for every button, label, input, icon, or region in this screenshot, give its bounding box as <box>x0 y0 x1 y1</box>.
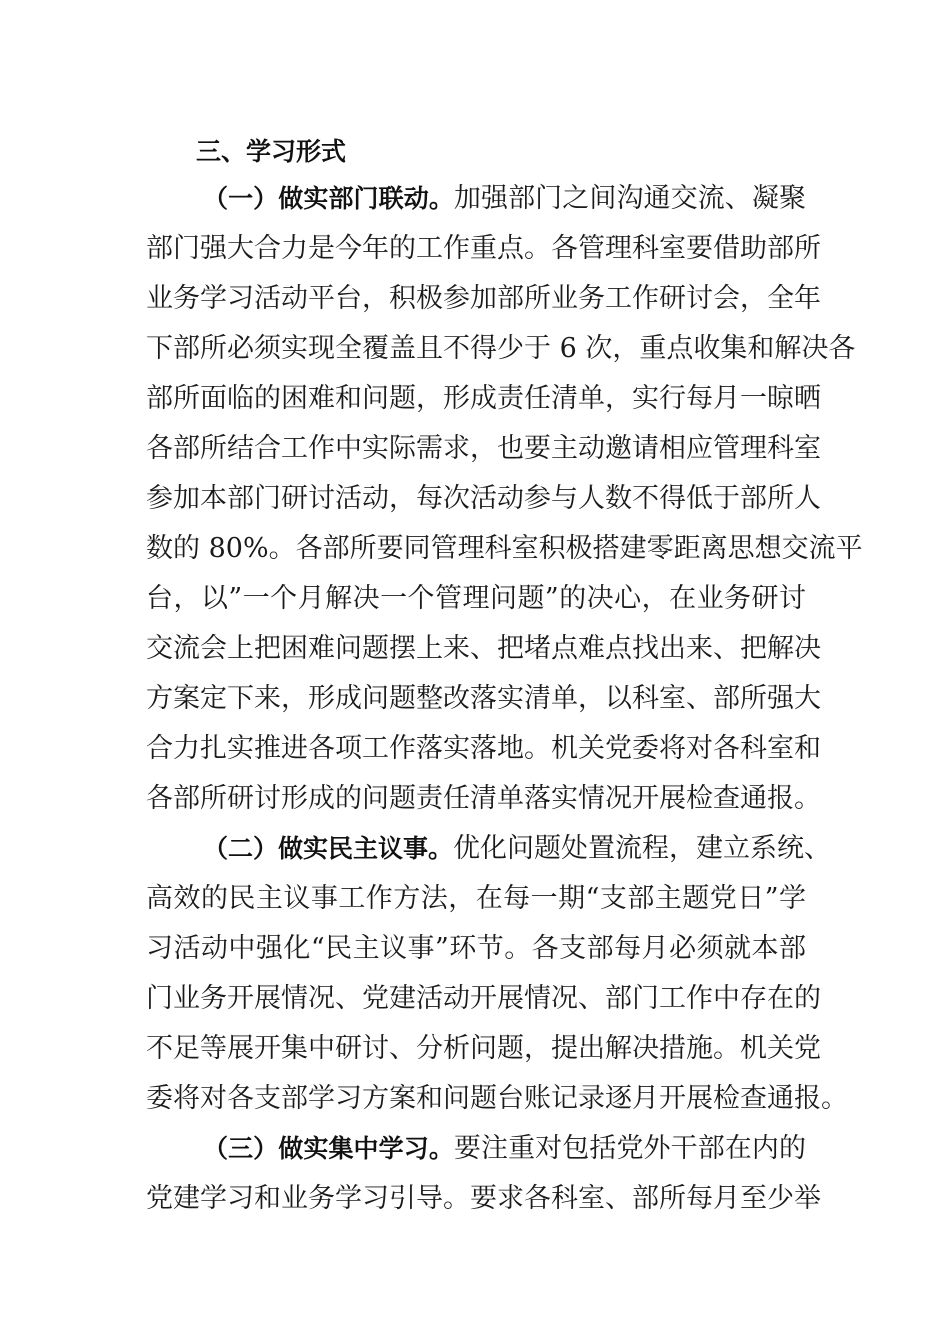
paragraph-1-line: 下部所必须实现全覆盖且不得少于 6 次，重点收集和解决各 <box>146 333 856 364</box>
paragraph-3-line: 党建学习和业务学习引导。要求各科室、部所每月至少举 <box>146 1183 821 1214</box>
paragraph-1-line: 各部所研讨形成的问题责任清单落实情况开展检查通报。 <box>146 783 821 814</box>
paragraph-1-first-line <box>203 182 806 216</box>
paragraph-1-line: 部门强大合力是今年的工作重点。各管理科室要借助部所 <box>146 233 821 264</box>
paragraph-2-line: 不足等展开集中研讨、分析问题，提出解决措施。机关党 <box>146 1033 821 1064</box>
paragraph-3-first-line <box>203 1132 806 1166</box>
paragraph-2-line: 门业务开展情况、党建活动开展情况、部门工作中存在的 <box>146 983 821 1014</box>
section-heading: 三、学习形式 <box>196 137 347 166</box>
paragraph-1-line: 数的 80%。各部所要同管理科室积极搭建零距离思想交流平 <box>146 533 863 564</box>
paragraph-3-bold-lead: （三）做实集中学习。 <box>203 1134 454 1163</box>
paragraph-1-line: 台，以”一个月解决一个管理问题”的决心，在业务研讨 <box>146 583 806 614</box>
paragraph-1-line: 业务学习活动平台，积极参加部所业务工作研讨会，全年 <box>146 283 821 314</box>
paragraph-1-first-line-text: 加强部门之间沟通交流、凝聚 <box>453 183 806 214</box>
paragraph-3-first-line-text: 要注重对包括党外干部在内的 <box>453 1133 806 1164</box>
paragraph-1-line: 方案定下来，形成问题整改落实清单，以科室、部所强大 <box>146 683 821 714</box>
paragraph-1-line: 合力扎实推进各项工作落实落地。机关党委将对各科室和 <box>146 733 821 764</box>
paragraph-2-first-line <box>203 832 832 866</box>
paragraph-2-first-line-text: 优化问题处置流程，建立系统、 <box>453 833 832 864</box>
paragraph-1-line: 交流会上把困难问题摆上来、把堵点难点找出来、把解决 <box>146 633 821 664</box>
paragraph-2-line: 委将对各支部学习方案和问题台账记录逐月开展检查通报。 <box>146 1083 848 1114</box>
paragraph-2-bold-lead: （二）做实民主议事。 <box>203 834 454 863</box>
paragraph-2-line: 习活动中强化“民主议事”环节。各支部每月必须就本部 <box>146 933 806 964</box>
paragraph-1-line: 部所面临的困难和问题，形成责任清单，实行每月一晾晒 <box>146 383 821 414</box>
paragraph-2-line: 高效的民主议事工作方法，在每一期“支部主题党日”学 <box>146 883 806 914</box>
paragraph-1-line: 各部所结合工作中实际需求，也要主动邀请相应管理科室 <box>146 433 821 464</box>
paragraph-1-bold-lead: （一）做实部门联动。 <box>203 184 454 213</box>
paragraph-1-line: 参加本部门研讨活动，每次活动参与人数不得低于部所人 <box>146 483 821 514</box>
